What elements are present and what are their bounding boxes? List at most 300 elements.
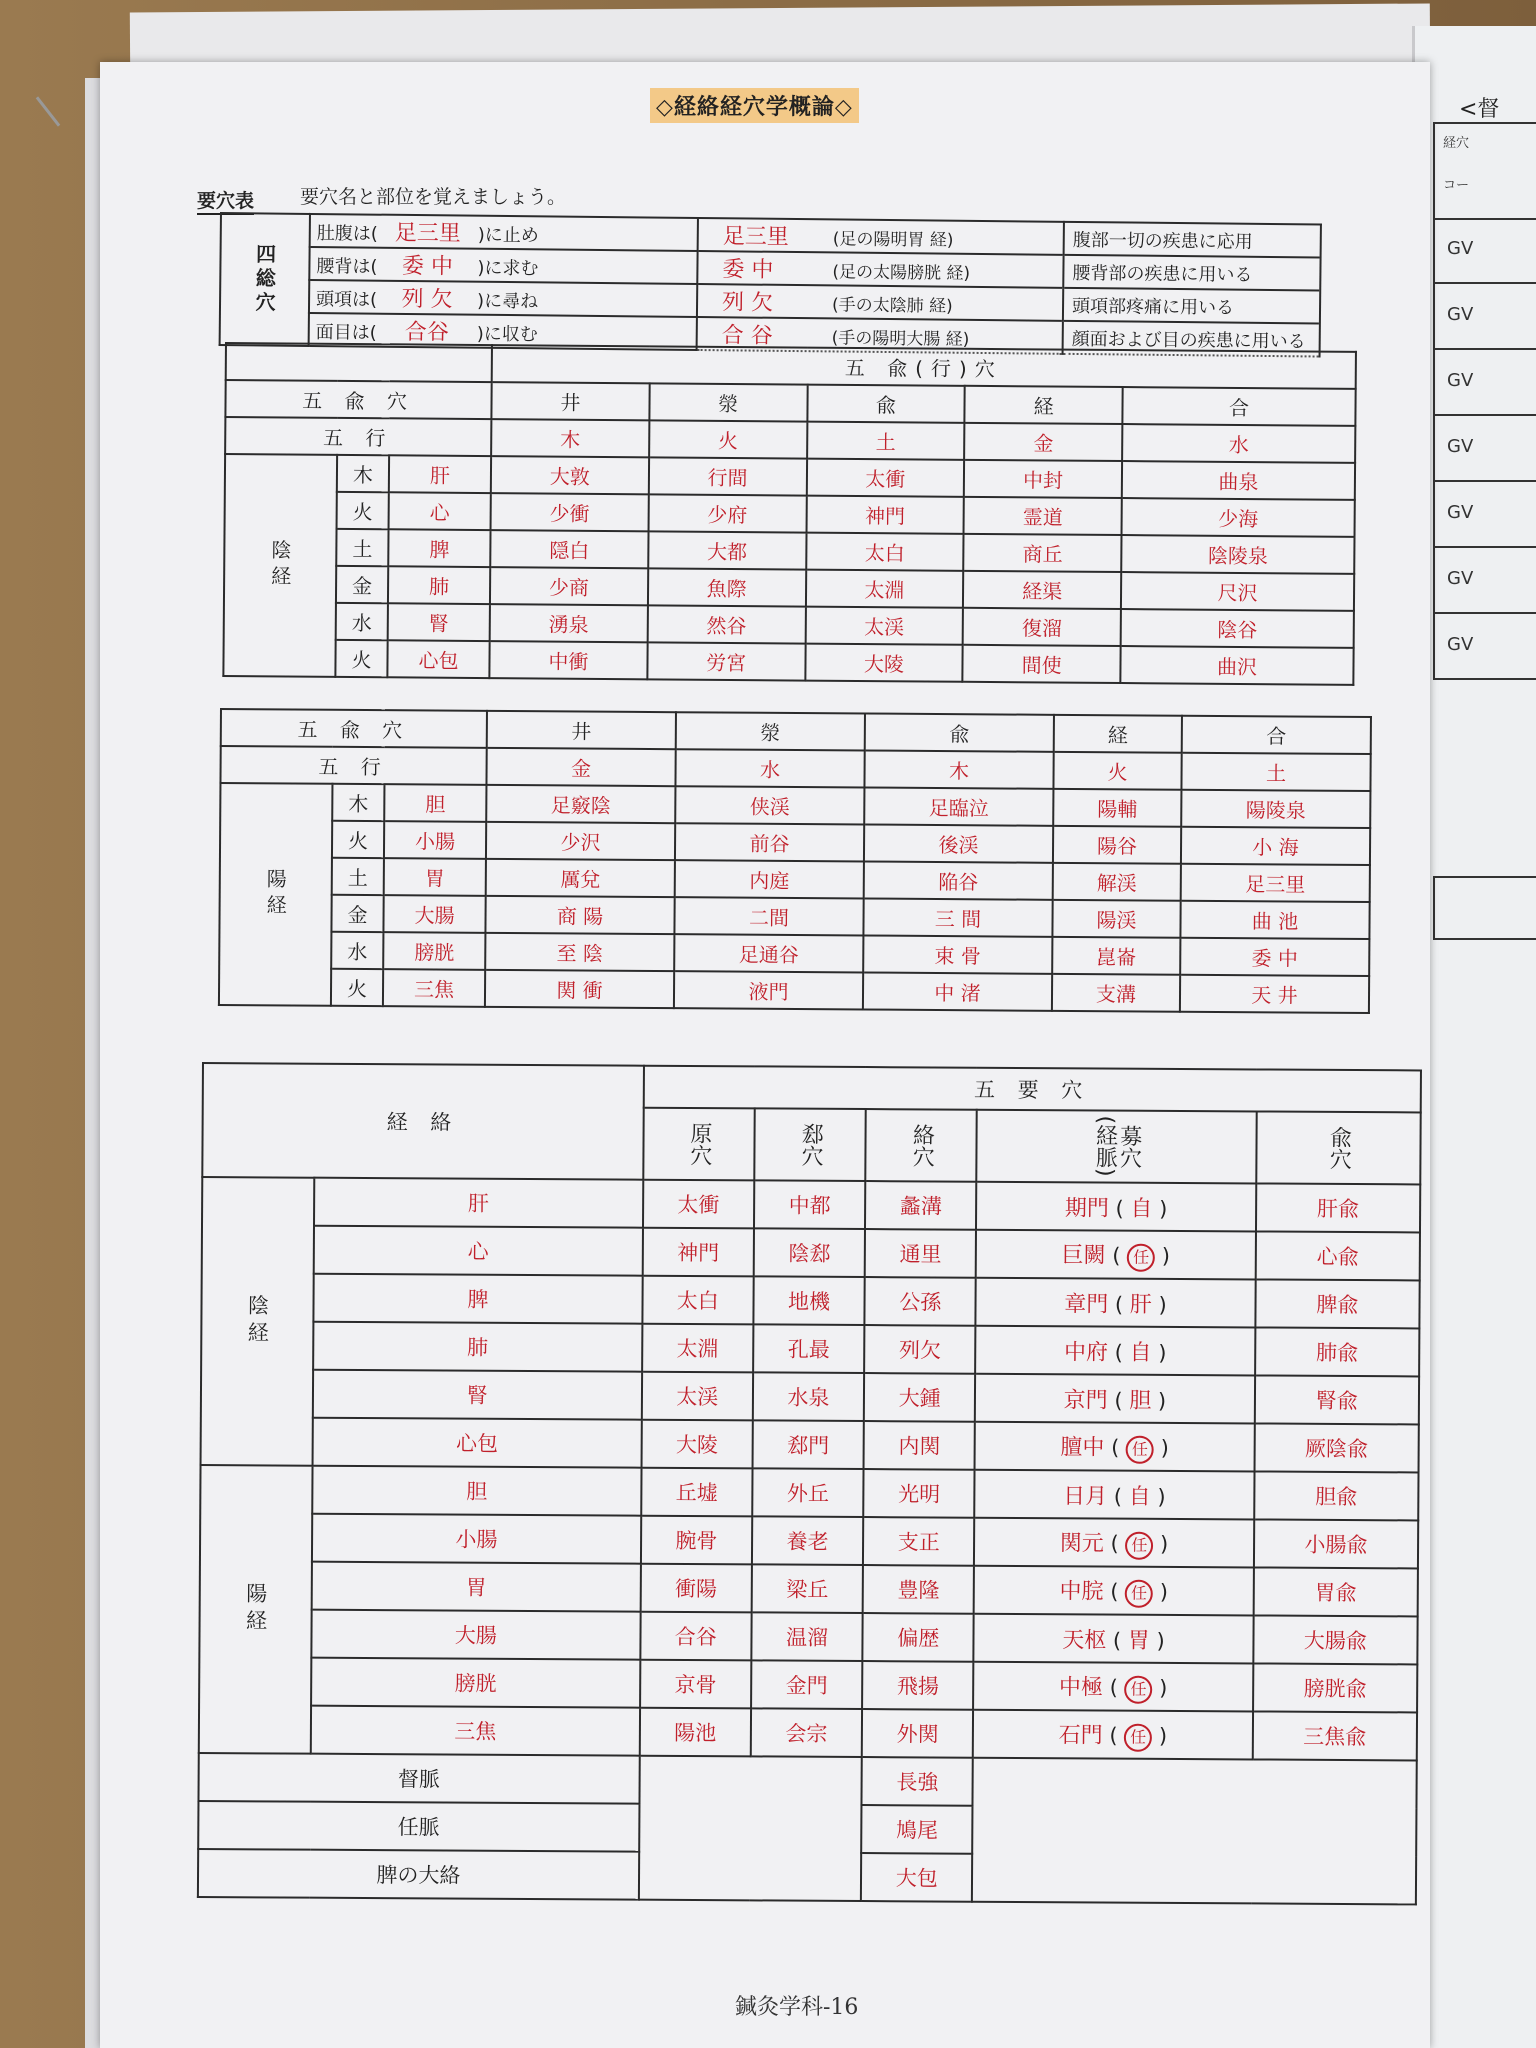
important-point: 大陵 [641, 1420, 753, 1469]
important-point: 厥陰兪 [1254, 1423, 1419, 1472]
five-shu-row-label: 五 兪 穴 [225, 380, 491, 419]
organ-phase: 火 [335, 640, 387, 677]
shu-point: 関 衝 [485, 970, 674, 1008]
shu-point: 曲泉 [1122, 461, 1355, 500]
shu-point: 天 井 [1180, 975, 1369, 1013]
shu-point: 陽輔 [1053, 789, 1181, 827]
important-point: 外関 [862, 1709, 974, 1758]
shu-point: 少沢 [486, 822, 675, 860]
organ-name: 胆 [384, 784, 486, 822]
shu-point: 支溝 [1052, 974, 1180, 1012]
shu-point: 前谷 [675, 823, 864, 861]
shu-point: 足竅陰 [486, 785, 675, 823]
organ-name: 心包 [313, 1418, 642, 1468]
bo-point-meridian: 自 [1128, 1484, 1151, 1510]
phase-value: 水 [675, 749, 864, 787]
meridian-row [200, 1561, 1418, 1616]
shu-point: 行間 [649, 457, 807, 495]
bo-point-cell [974, 1518, 1254, 1568]
mnemonic-suffix: )に尋ね [477, 290, 539, 313]
paren-close: ) [1149, 1628, 1165, 1653]
meridian-name: (足の太陽膀胱 経) [832, 262, 971, 284]
important-point: 列欠 [864, 1325, 976, 1374]
organ-phase: 火 [332, 821, 384, 858]
shu-point: 中 渚 [863, 972, 1052, 1010]
meridian-row [199, 1657, 1417, 1712]
adjacent-page-box [1433, 876, 1536, 940]
bo-point: 巨闕 [1061, 1242, 1106, 1269]
important-point: 金門 [751, 1660, 863, 1709]
vessel-label: 脾の大絡 [198, 1849, 639, 1900]
paren-open: ( [1105, 1243, 1128, 1268]
shu-point: 間使 [963, 645, 1121, 683]
empty-cell [972, 1758, 1416, 1905]
column-header: 募穴(経脈) [977, 1110, 1257, 1184]
column-header: 絡穴 [865, 1109, 977, 1182]
important-point: 大鍾 [864, 1373, 976, 1422]
shu-point: 太衝 [806, 459, 964, 497]
shu-point: 陰谷 [1121, 609, 1354, 648]
shu-point: 小 海 [1181, 827, 1370, 865]
bo-point-cell [976, 1278, 1256, 1328]
mnemonic-answer: 委 中 [401, 253, 454, 280]
paren-open: ( [1107, 1340, 1130, 1365]
mnemonic-suffix: )に求む [477, 257, 539, 280]
organ-name: 胆 [312, 1466, 641, 1516]
bo-point: 章門 [1064, 1291, 1109, 1318]
five-shu-row-label: 五 兪 穴 [221, 709, 487, 748]
shu-point: 中封 [964, 460, 1122, 498]
mnemonic-answer: 列 欠 [401, 286, 453, 313]
paren-close: ) [1150, 1484, 1166, 1509]
important-point: 会宗 [751, 1708, 863, 1757]
important-point: 温溜 [751, 1612, 863, 1661]
important-point: 公孫 [865, 1277, 977, 1326]
paren-open: ( [1106, 1628, 1128, 1653]
important-point: 蠡溝 [865, 1181, 977, 1230]
adjacent-row [1433, 216, 1536, 284]
point-usage: 顔面および目の疾患に用いる [1063, 321, 1320, 357]
important-point: 飛揚 [862, 1661, 974, 1710]
shu-point: 陽谷 [1053, 826, 1181, 864]
adjacent-row-code: GV [1447, 634, 1474, 655]
meridian-row [202, 1225, 1420, 1280]
meridian-group-label: 陰経 [223, 454, 337, 677]
bo-point: 京門 [1063, 1387, 1108, 1414]
meridian-row [201, 1321, 1419, 1376]
phase-value: 火 [649, 420, 807, 458]
important-point: 養老 [752, 1516, 864, 1565]
shu-point: 尺沢 [1121, 572, 1354, 611]
bo-point-cell [974, 1566, 1254, 1616]
shu-point: 中衝 [489, 641, 647, 679]
shu-point: 解渓 [1053, 863, 1181, 901]
organ-name: 心 [389, 492, 491, 530]
important-point: 光明 [863, 1469, 975, 1518]
bo-point: 石門 [1058, 1722, 1103, 1749]
important-point: 外丘 [752, 1468, 864, 1517]
organ-phase: 土 [332, 858, 384, 895]
important-point: 肝兪 [1256, 1183, 1421, 1232]
organ-name: 心 [314, 1226, 643, 1276]
bo-point-cell [973, 1710, 1253, 1760]
bo-point-meridian: 任 [1126, 1435, 1154, 1463]
mnemonic-answer: 合谷 [404, 319, 449, 346]
organ-name: 腎 [313, 1370, 642, 1420]
bo-point-meridian: 任 [1124, 1675, 1152, 1703]
bo-point: 中極 [1058, 1674, 1104, 1701]
paren-open: ( [1108, 1196, 1131, 1221]
point-name: 足三里 [722, 224, 789, 250]
organ-phase: 金 [331, 895, 383, 932]
shu-point: 霊道 [964, 497, 1122, 535]
organ-phase: 火 [337, 492, 389, 529]
organ-name: 肝 [314, 1178, 643, 1228]
organ-name: 脾 [313, 1274, 642, 1324]
important-point: 梁丘 [752, 1564, 864, 1613]
important-point: 偏歴 [862, 1613, 974, 1662]
yoketsu-instruction: 要穴名と部位を覚えましょう。 [300, 186, 567, 208]
meridian-row [200, 1465, 1418, 1520]
mnemonic-prefix: 頭項は( [315, 289, 378, 311]
adjacent-header-2: コー [1443, 178, 1470, 193]
meridian-row [199, 1609, 1417, 1664]
four-points-group-label: 四総穴 [220, 213, 310, 346]
phase-value: 金 [964, 423, 1122, 461]
adjacent-header-1: 経穴 [1443, 136, 1470, 151]
column-header: 井 [487, 711, 676, 749]
shu-point: 曲 池 [1180, 901, 1369, 939]
important-point: 太淵 [642, 1324, 754, 1373]
bo-point: 中府 [1063, 1339, 1109, 1366]
five-phase-row-label: 五 行 [225, 417, 491, 456]
shu-point: 足臨泣 [864, 788, 1053, 826]
column-header: 郄穴 [754, 1108, 866, 1181]
column-header: 合 [1182, 716, 1371, 754]
important-point: 衝陽 [640, 1564, 752, 1613]
paren-open: ( [1103, 1579, 1126, 1604]
yin-five-shu-table [222, 342, 1357, 686]
shu-point: 三 間 [863, 898, 1052, 936]
adjacent-row-code: GV [1447, 304, 1474, 325]
luo-point: 鳩尾 [861, 1805, 973, 1854]
mnemonic-prefix: 肚腹は( [316, 223, 378, 245]
important-point: 地機 [753, 1276, 865, 1325]
bo-point: 天枢 [1062, 1627, 1107, 1654]
organ-name: 小腸 [384, 821, 486, 859]
adjacent-page [1412, 26, 1536, 2048]
meridian-row [200, 1513, 1418, 1568]
important-point: 孔最 [753, 1324, 865, 1373]
shu-point: 神門 [806, 496, 964, 534]
paren-open: ( [1102, 1723, 1125, 1748]
four-command-points-table [219, 212, 1322, 358]
mnemonic-sentence [309, 247, 697, 284]
adjacent-row [1433, 612, 1536, 680]
column-header: 経 [965, 386, 1123, 424]
meridian-name: (手の太陰肺 経) [831, 295, 953, 317]
organ-phase: 木 [332, 784, 384, 821]
organ-name: 三焦 [383, 969, 485, 1007]
vessel-row [198, 1753, 1416, 1808]
shu-point: 足通谷 [674, 934, 863, 972]
organ-phase: 土 [336, 529, 388, 566]
mnemonic-suffix: )に収む [476, 323, 538, 346]
important-point: 太衝 [643, 1180, 755, 1229]
important-point: 小腸兪 [1254, 1519, 1419, 1568]
meridian-group-label: 陽経 [199, 1465, 313, 1754]
bo-point-cell [976, 1230, 1256, 1280]
column-header: 兪 [807, 385, 965, 423]
bo-point-cell [976, 1182, 1256, 1232]
organ-name: 胃 [312, 1562, 641, 1612]
shu-point: 内庭 [675, 860, 864, 898]
adjacent-page-header [1433, 122, 1536, 220]
adjacent-row [1433, 414, 1536, 482]
meridian-name: (手の陽明大腸 経) [831, 328, 970, 350]
meridian-row [202, 1177, 1420, 1232]
important-point: 太白 [642, 1276, 754, 1325]
shu-point: 大都 [648, 531, 806, 569]
five-yoketsu-super-header: 五 要 穴 [643, 1066, 1421, 1113]
paren-close: ) [1151, 1388, 1167, 1413]
shu-point: 委 中 [1180, 938, 1369, 976]
important-point: 脾兪 [1255, 1279, 1420, 1328]
organ-name: 腎 [388, 603, 490, 641]
organ-phase: 水 [336, 603, 388, 640]
shu-point: 魚際 [648, 568, 806, 606]
meridian-name: (足の陽明胃 経) [832, 229, 954, 251]
mnemonic-prefix: 腰背は( [316, 256, 378, 278]
meridian-row [223, 639, 1353, 685]
organ-name: 脾 [388, 529, 490, 567]
shu-point: 隠白 [490, 530, 648, 568]
important-point: 水泉 [753, 1372, 865, 1421]
super-header-row [203, 1063, 1421, 1112]
organ-name: 膀胱 [311, 1658, 640, 1708]
meridian-group-label: 陰経 [201, 1177, 315, 1466]
mnemonic-sentence [309, 280, 697, 317]
organ-name: 心包 [387, 640, 489, 678]
page-footer: 鍼灸学科-16 [735, 1995, 859, 2020]
organ-name: 小腸 [312, 1514, 641, 1564]
shu-point: 後渓 [864, 824, 1053, 862]
organ-phase: 木 [337, 455, 389, 492]
organ-name: 三焦 [311, 1706, 640, 1756]
adjacent-row-code: GV [1447, 370, 1474, 391]
shu-point: 大敦 [491, 456, 649, 494]
meridian-row [219, 968, 1369, 1013]
shu-point: 太淵 [805, 570, 963, 608]
meridian-header: 経 絡 [202, 1063, 643, 1180]
column-header: 滎 [649, 383, 807, 421]
bo-point-cell [975, 1470, 1255, 1520]
organ-name: 肝 [389, 455, 491, 493]
paren-open: ( [1108, 1292, 1130, 1317]
shu-point: 経渠 [963, 571, 1121, 609]
phase-value: 木 [864, 751, 1053, 789]
bo-point: 期門 [1064, 1195, 1109, 1222]
meridian-row [201, 1417, 1419, 1472]
point-name: 合 谷 [721, 323, 773, 349]
shu-point: 束 骨 [863, 935, 1052, 973]
point-and-meridian [697, 284, 1063, 321]
point-name: 委 中 [722, 257, 774, 283]
vessel-label: 任脈 [198, 1801, 639, 1852]
bo-point-meridian: 任 [1125, 1531, 1153, 1559]
adjacent-row [1433, 282, 1536, 350]
five-shu-super-header: 五 兪(行)穴 [492, 345, 1356, 389]
important-point: 合谷 [640, 1612, 752, 1661]
mnemonic-suffix: )に止め [477, 224, 539, 247]
important-point: 腕骨 [641, 1516, 753, 1565]
important-point: 内関 [864, 1421, 976, 1470]
paren-close: ) [1153, 1579, 1169, 1604]
important-point: 胆兪 [1254, 1471, 1419, 1520]
column-header: 原穴 [643, 1108, 755, 1181]
paren-open: ( [1104, 1435, 1127, 1460]
bo-point-cell [973, 1662, 1253, 1712]
bo-point-cell [975, 1374, 1255, 1424]
phase-value: 土 [807, 422, 965, 460]
important-point: 三焦兪 [1252, 1711, 1417, 1760]
organ-name: 大腸 [311, 1610, 640, 1660]
shu-point: 然谷 [647, 605, 805, 643]
bo-point: 中脘 [1059, 1578, 1104, 1605]
shu-point: 液門 [674, 971, 863, 1009]
bo-point-cell [975, 1326, 1255, 1376]
adjacent-row-code: GV [1447, 238, 1474, 259]
shu-point: 湧泉 [490, 604, 648, 642]
bo-point-meridian: 任 [1127, 1243, 1155, 1271]
organ-phase: 水 [331, 932, 383, 969]
point-usage: 腰背部の疾患に用いる [1063, 255, 1320, 291]
important-point: 腎兪 [1254, 1375, 1419, 1424]
meridian-row [201, 1369, 1419, 1424]
bo-point-meridian: 任 [1125, 1579, 1153, 1607]
adjacent-page-title: <督 [1459, 97, 1500, 122]
important-point: 肺兪 [1255, 1327, 1420, 1376]
bo-point-meridian: 自 [1129, 1340, 1152, 1366]
shu-point: 陽渓 [1052, 900, 1180, 938]
paren-close: ) [1152, 1723, 1168, 1748]
bo-point-meridian: 任 [1124, 1723, 1152, 1751]
paren-close: ) [1151, 1340, 1167, 1365]
paren-close: ) [1151, 1292, 1167, 1317]
column-header: 滎 [676, 712, 865, 750]
important-point: 京骨 [640, 1660, 752, 1709]
paren-close: ) [1155, 1243, 1171, 1268]
shu-point: 太白 [806, 533, 964, 571]
five-phase-row-label: 五 行 [220, 746, 486, 785]
shu-point: 大陵 [805, 644, 963, 682]
luo-point: 長強 [862, 1757, 974, 1806]
column-header: 合 [1122, 387, 1355, 426]
shu-point: 侠渓 [675, 786, 864, 824]
shu-point: 商 陽 [485, 896, 674, 934]
paren-open: ( [1107, 1388, 1130, 1413]
point-usage: 腹部一切の疾患に応用 [1064, 222, 1321, 258]
shu-point: 労宮 [647, 642, 805, 680]
mnemonic-answer: 足三里 [394, 220, 461, 247]
organ-name: 膀胱 [383, 932, 485, 970]
shu-point: 少衝 [491, 493, 649, 531]
point-name: 列 欠 [721, 290, 774, 316]
yang-five-shu-table [218, 708, 1372, 1014]
point-usage: 頭項部疼痛に用いる [1063, 288, 1320, 324]
empty-cell [639, 1756, 862, 1901]
paren-open: ( [1103, 1531, 1126, 1556]
mnemonic-prefix: 面目は( [315, 322, 377, 344]
phase-value: 木 [491, 419, 649, 457]
shu-point: 少府 [648, 494, 806, 532]
shu-point: 陰陵泉 [1121, 535, 1354, 574]
important-point: 胃兪 [1253, 1567, 1418, 1616]
important-point: 豊隆 [863, 1565, 975, 1614]
important-point: 通里 [865, 1229, 977, 1278]
shu-point: 少商 [490, 567, 648, 605]
bo-point: 膻中 [1060, 1434, 1105, 1461]
adjacent-row [1433, 546, 1536, 614]
corner-cell [226, 343, 492, 382]
bo-point-cell [974, 1614, 1254, 1664]
luo-point: 大包 [861, 1853, 973, 1902]
mnemonic-sentence [310, 214, 698, 251]
shu-point: 崑崙 [1052, 937, 1180, 975]
shu-point: 陥谷 [864, 861, 1053, 899]
adjacent-row [1433, 480, 1536, 548]
phase-value: 水 [1122, 424, 1355, 463]
adjacent-row [1433, 348, 1536, 416]
bo-point-meridian: 肝 [1129, 1292, 1152, 1318]
paren-close: ) [1153, 1531, 1169, 1556]
vessel-label: 督脈 [198, 1753, 639, 1804]
shu-point: 至 陰 [485, 933, 674, 971]
phase-value: 土 [1181, 753, 1370, 791]
paren-close: ) [1153, 1435, 1169, 1460]
organ-name: 胃 [384, 858, 486, 896]
meridian-row [201, 1273, 1419, 1328]
organ-phase: 金 [336, 566, 388, 603]
page-title: ◇経絡経穴学概論◇ [650, 88, 859, 123]
organ-phase: 火 [331, 969, 383, 1006]
meridian-row [199, 1705, 1417, 1760]
shu-point: 商丘 [964, 534, 1122, 572]
bo-point: 日月 [1063, 1483, 1108, 1510]
important-point: 大腸兪 [1253, 1615, 1418, 1664]
important-point: 支正 [863, 1517, 975, 1566]
shu-point: 足三里 [1181, 864, 1370, 902]
shu-point: 厲兌 [486, 859, 675, 897]
column-header: 兪穴 [1256, 1111, 1421, 1184]
organ-name: 肺 [313, 1322, 642, 1372]
important-point: 太渓 [641, 1372, 753, 1421]
important-point: 陽池 [639, 1708, 751, 1757]
important-point: 心兪 [1255, 1231, 1420, 1280]
shu-point: 陽陵泉 [1181, 790, 1370, 828]
important-point: 神門 [642, 1228, 754, 1277]
important-point: 陰郄 [754, 1228, 866, 1277]
organ-name: 肺 [388, 566, 490, 604]
bo-point: 関元 [1059, 1530, 1104, 1557]
column-header: 経 [1054, 715, 1182, 753]
paren-open: ( [1107, 1484, 1129, 1509]
yoketsu-label: 要穴表 [197, 186, 254, 215]
important-point: 郄門 [752, 1420, 864, 1469]
phase-value: 火 [1053, 752, 1181, 790]
organ-name: 大腸 [383, 895, 485, 933]
bo-point-meridian: 胃 [1127, 1628, 1150, 1654]
